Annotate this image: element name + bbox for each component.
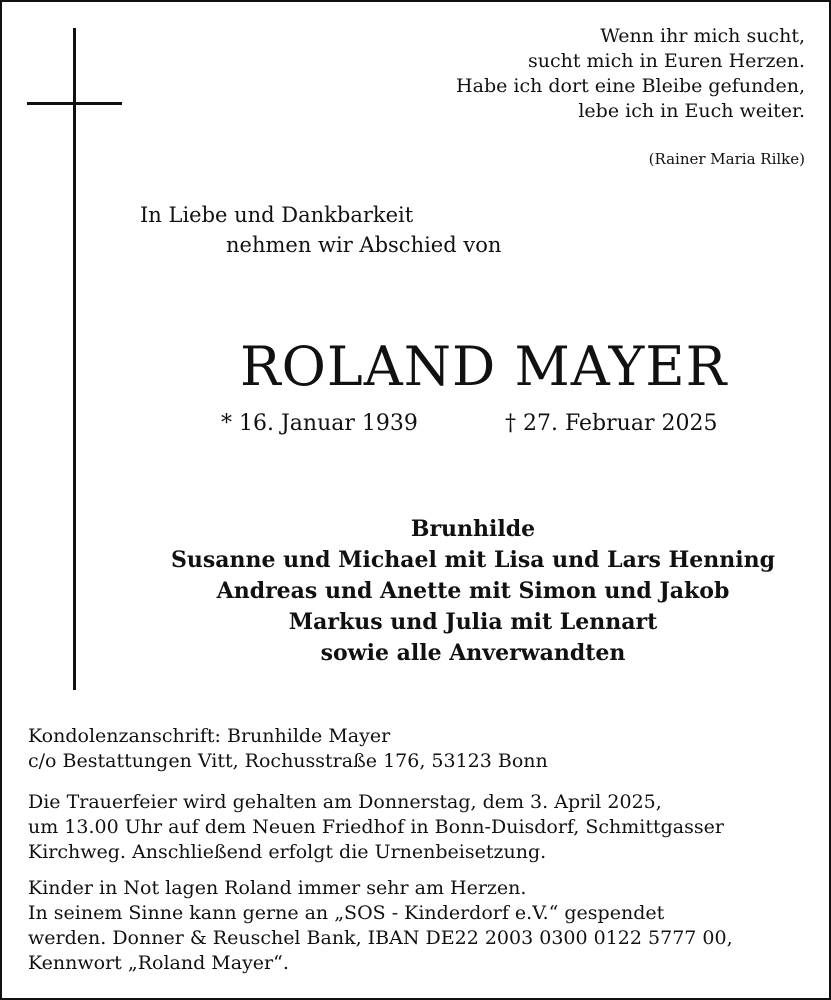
family-line: Andreas und Anette mit Simon und Jakob [216, 578, 730, 604]
condolence-address [28, 724, 803, 774]
birth-date: * 16. Januar 1939 [221, 411, 418, 436]
ceremony-line: Die Trauerfeier wird gehalten am Donnerstag, dem 3. April 2025, [28, 791, 662, 813]
condolence-line: c/o Bestattungen Vitt, Rochusstraße 176, 53123 Bonn [28, 750, 548, 772]
condolence-line: Kondolenzanschrift: Brunhilde Mayer [28, 725, 391, 747]
poem-line: lebe ich in Euch weiter. [578, 100, 805, 122]
donation-line: In seinem Sinne kann gerne an „SOS - Kinderdorf e.V.“ gespendet [28, 902, 665, 924]
poem-line: sucht mich in Euren Herzen. [527, 50, 805, 72]
family-line: sowie alle Anverwandten [320, 640, 626, 666]
ceremony-line: Kirchweg. Anschließend erfolgt die Urnenbeisetzung. [28, 841, 547, 863]
ceremony-info [28, 790, 803, 865]
ceremony-line: um 13.00 Uhr auf dem Neuen Friedhof in Bonn-Duisdorf, Schmittgasser [28, 816, 724, 838]
donation-info [28, 876, 803, 976]
deceased-name: ROLAND MAYER [240, 335, 728, 398]
donation-line: werden. Donner & Reuschel Bank, IBAN DE22 2003 0300 0122 5777 00, [28, 927, 733, 949]
poem-attribution: (Rainer Maria Rilke) [648, 150, 805, 168]
poem-line: Wenn ihr mich sucht, [600, 25, 805, 47]
family-line: Susanne und Michael mit Lisa und Lars Henning [170, 547, 776, 573]
intro-line-2: nehmen wir Abschied von [226, 233, 502, 257]
donation-line: Kennwort „Roland Mayer“. [28, 952, 289, 974]
family-line: Markus und Julia mit Lennart [288, 609, 658, 635]
cross-horizontal-bar [27, 102, 122, 105]
donation-line: Kinder in Not lagen Roland immer sehr am Herzen. [28, 877, 527, 899]
family-list [0, 514, 831, 669]
death-date: † 27. Februar 2025 [505, 411, 718, 436]
family-line: Brunhilde [410, 516, 536, 542]
poem [456, 24, 805, 124]
intro-line-1: In Liebe und Dankbarkeit [140, 203, 414, 227]
poem-line: Habe ich dort eine Bleibe gefunden, [456, 75, 805, 97]
